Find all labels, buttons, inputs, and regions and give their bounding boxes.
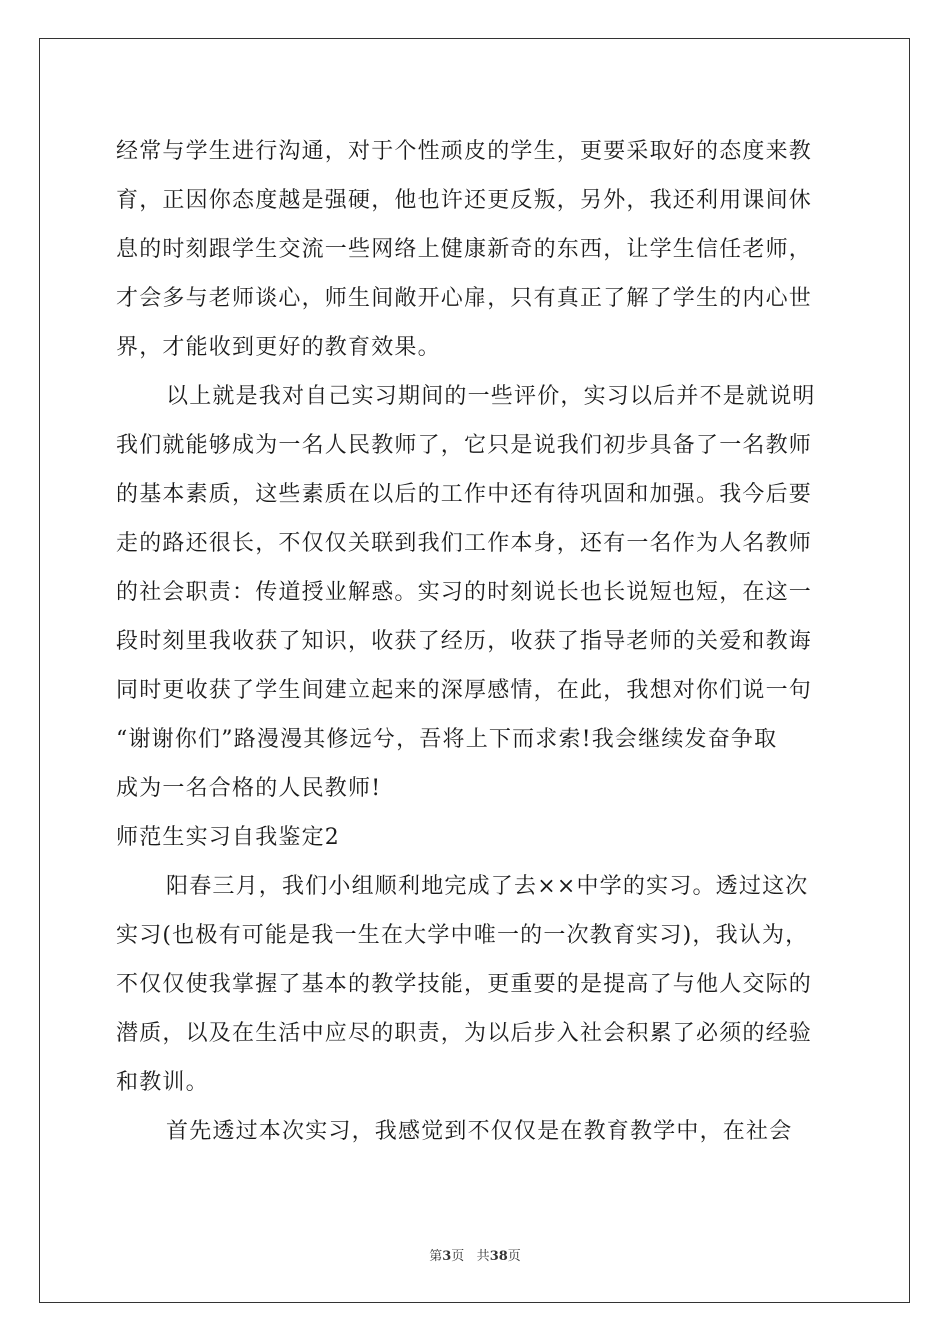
- text-line: 我们就能够成为一名人民教师了，它只是说我们初步具备了一名教师: [116, 433, 813, 458]
- text-line: 界，才能收到更好的教育效果。: [116, 335, 441, 360]
- page-number: 3: [442, 1249, 452, 1264]
- text-line: 走的路还很长，不仅仅关联到我们工作本身，还有一名作为人名教师: [116, 531, 813, 556]
- text-line: 和教训。: [116, 1070, 209, 1095]
- text-line: 经常与学生进行沟通，对于个性顽皮的学生，更要采取好的态度来教: [116, 139, 813, 164]
- text-line: 同时更收获了学生间建立起来的深厚感情，在此，我想对你们说一句: [116, 678, 813, 703]
- text-line: 以上就是我对自己实习期间的一些评价，实习以后并不是就说明: [166, 384, 816, 409]
- text-line: 的社会职责：传道授业解惑。实习的时刻说长也长说短也短，在这一: [116, 580, 813, 605]
- text-line: 首先透过本次实习，我感觉到不仅仅是在教育教学中，在社会: [166, 1119, 793, 1144]
- total-pages: 38: [489, 1249, 508, 1264]
- text-line: 成为一名合格的人民教师!: [116, 776, 382, 801]
- document-body: [116, 127, 836, 1156]
- text-line: 段时刻里我收获了知识，收获了经历，收获了指导老师的关爱和教诲: [116, 629, 813, 654]
- text-line: 才会多与老师谈心，师生间敞开心扉，只有真正了解了学生的内心世: [116, 286, 813, 311]
- text-line: 的基本素质，这些素质在以后的工作中还有待巩固和加强。我今后要: [116, 482, 813, 507]
- footer-prefix: 第: [429, 1249, 443, 1264]
- text-line: 阳春三月，我们小组顺利地完成了去××中学的实习。透过这次: [166, 874, 809, 899]
- text-line: “谢谢你们”路漫漫其修远兮，吾将上下而求索!我会继续发奋争取: [116, 727, 778, 752]
- text-line: 育，正因你态度越是强硬，他也许还更反叛，另外，我还利用课间休: [116, 188, 813, 213]
- footer-total-suffix: 页: [507, 1249, 521, 1264]
- page-footer: [0, 1245, 950, 1264]
- section-heading: 师范生实习自我鉴定2: [116, 825, 340, 850]
- text-line: 实习(也极有可能是我一生在大学中唯一的一次教育实习)，我认为，: [116, 923, 809, 948]
- footer-total-prefix: 共: [476, 1249, 490, 1264]
- text-line: 不仅仅使我掌握了基本的教学技能，更重要的是提高了与他人交际的: [116, 972, 813, 997]
- text-line: 潜质，以及在生活中应尽的职责，为以后步入社会积累了必须的经验: [116, 1021, 813, 1046]
- text-line: 息的时刻跟学生交流一些网络上健康新奇的东西，让学生信任老师，: [116, 237, 813, 262]
- footer-page-suffix: 页: [451, 1249, 465, 1264]
